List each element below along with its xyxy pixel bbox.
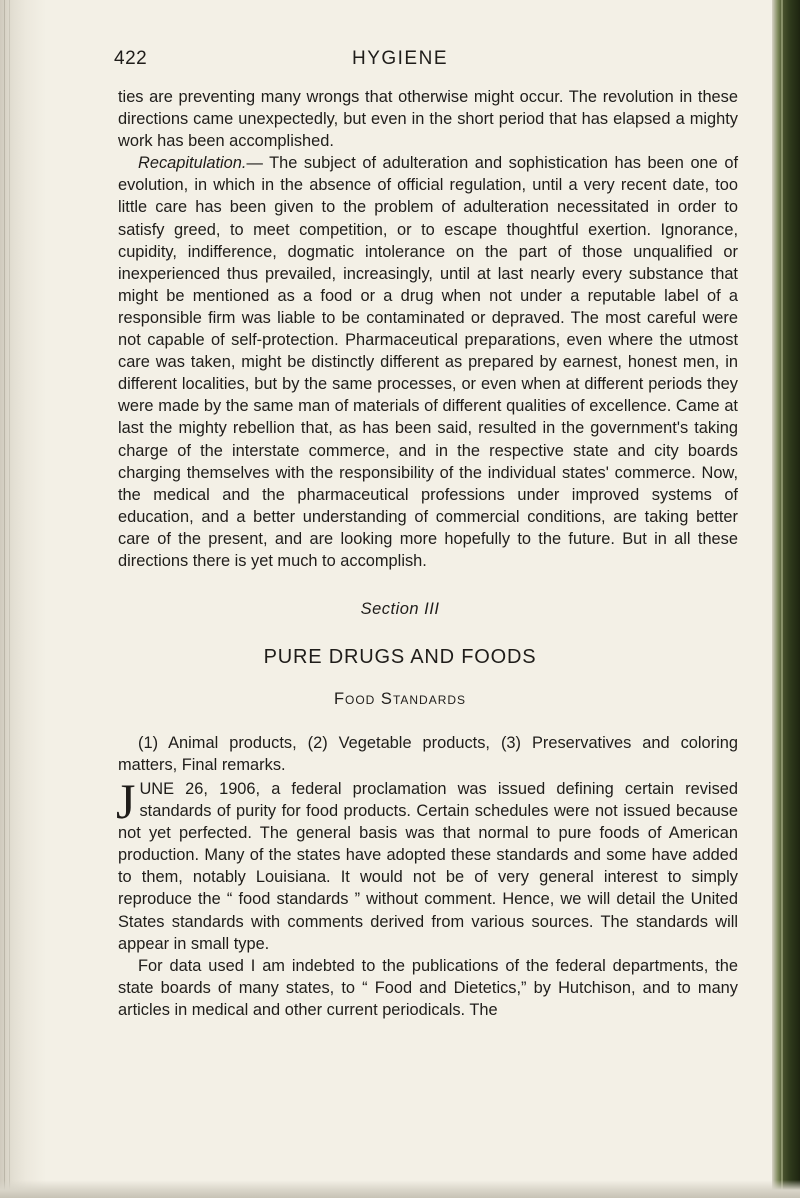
page-edge-highlight <box>781 0 783 1198</box>
page-edge-bottom <box>0 1180 800 1198</box>
continuation-paragraph <box>118 86 738 572</box>
main-paragraph <box>116 773 738 1021</box>
recapitulation-paragraph <box>118 152 738 572</box>
subsection-title: Food Standards <box>333 690 467 708</box>
recapitulation-text: — The subject of adulteration and sophistication has been one of evolution, in which in the absence of official regulation, until a very recent date, too little care has been given to the problem of adulteration necessitated in order to satisfy greed, to meet competition, or to escape thoughtful exertion. Ignorance, cupidity, indifference, dogmatic intolerance on the part of those unqualified or inexperienced thus prevailed, increasingly, until at last nearly every substance that might be mentioned as a food or a drug when not under a reputable label of a responsible firm was liable to be contaminated or depraved. The most careful were not capable of self-protection. Pharmaceutical preparations, even where the utmost care was taken, might be distinctly different as prepared by earnest, honest men, in different localities, but by the same processes, or even when at different periods they were made by the same man of materials of different qualities of excellence. Came at last the mighty rebellion that, as has been said, resulted in the government's taking charge of the interstate commerce, and in the respective state and city boards charging themselves with the responsibility of the individual states' commerce. Now, the medical and the pharmaceutical professions under improved systems of education, and a better understanding of commercial conditions, are taking better care of the present, and are looking more hopefully to the future. But in all these directions there is yet much to accomplish. <box>118 154 738 570</box>
running-head: HYGIENE <box>351 48 449 69</box>
recapitulation-heading: Recapitulation. <box>138 154 247 173</box>
gutter-line <box>9 0 10 1198</box>
drop-cap: J <box>116 773 136 829</box>
section-title: PURE DRUGS AND FOODS <box>263 646 537 668</box>
page-number: 422 <box>114 48 148 69</box>
acknowledgement-paragraph: For data used I am indebted to the publications of the federal departments, the state boards of many states, to “ Food and Dietetics,” by Hutchison, and to many articles in medical and other current periodicals. The <box>118 956 738 1019</box>
summary-text: (1) Animal products, (2) Vegetable products, (3) Preservatives and coloring matters, Final remarks. <box>118 734 738 775</box>
page-edge-right <box>772 0 800 1198</box>
gutter-line <box>4 0 5 1198</box>
main-paragraph-text: UNE 26, 1906, a federal proclamation was issued defining certain revised standards of purity for food products. Certain schedules were not issued because not yet perfected. The general basis was that normal to pure foods of American production. Many of the states have adopted these standards and some have added to them, notably Louisiana. It would not be of very general interest to simply reproduce the “ food standards ” without comment. Hence, we will detail the United States standards with comments derived from various sources. The standards will appear in small type. <box>118 780 738 953</box>
main-paragraph-body <box>116 773 738 955</box>
binding-gutter <box>0 0 46 1198</box>
section-label: Section III <box>360 600 440 618</box>
continuation-text: ties are preventing many wrongs that otherwise might occur. The revolution in these directions came unexpectedly, but even in the short period that has elapsed a mighty work has been accomplished. <box>118 88 738 151</box>
section-summary <box>118 732 738 776</box>
